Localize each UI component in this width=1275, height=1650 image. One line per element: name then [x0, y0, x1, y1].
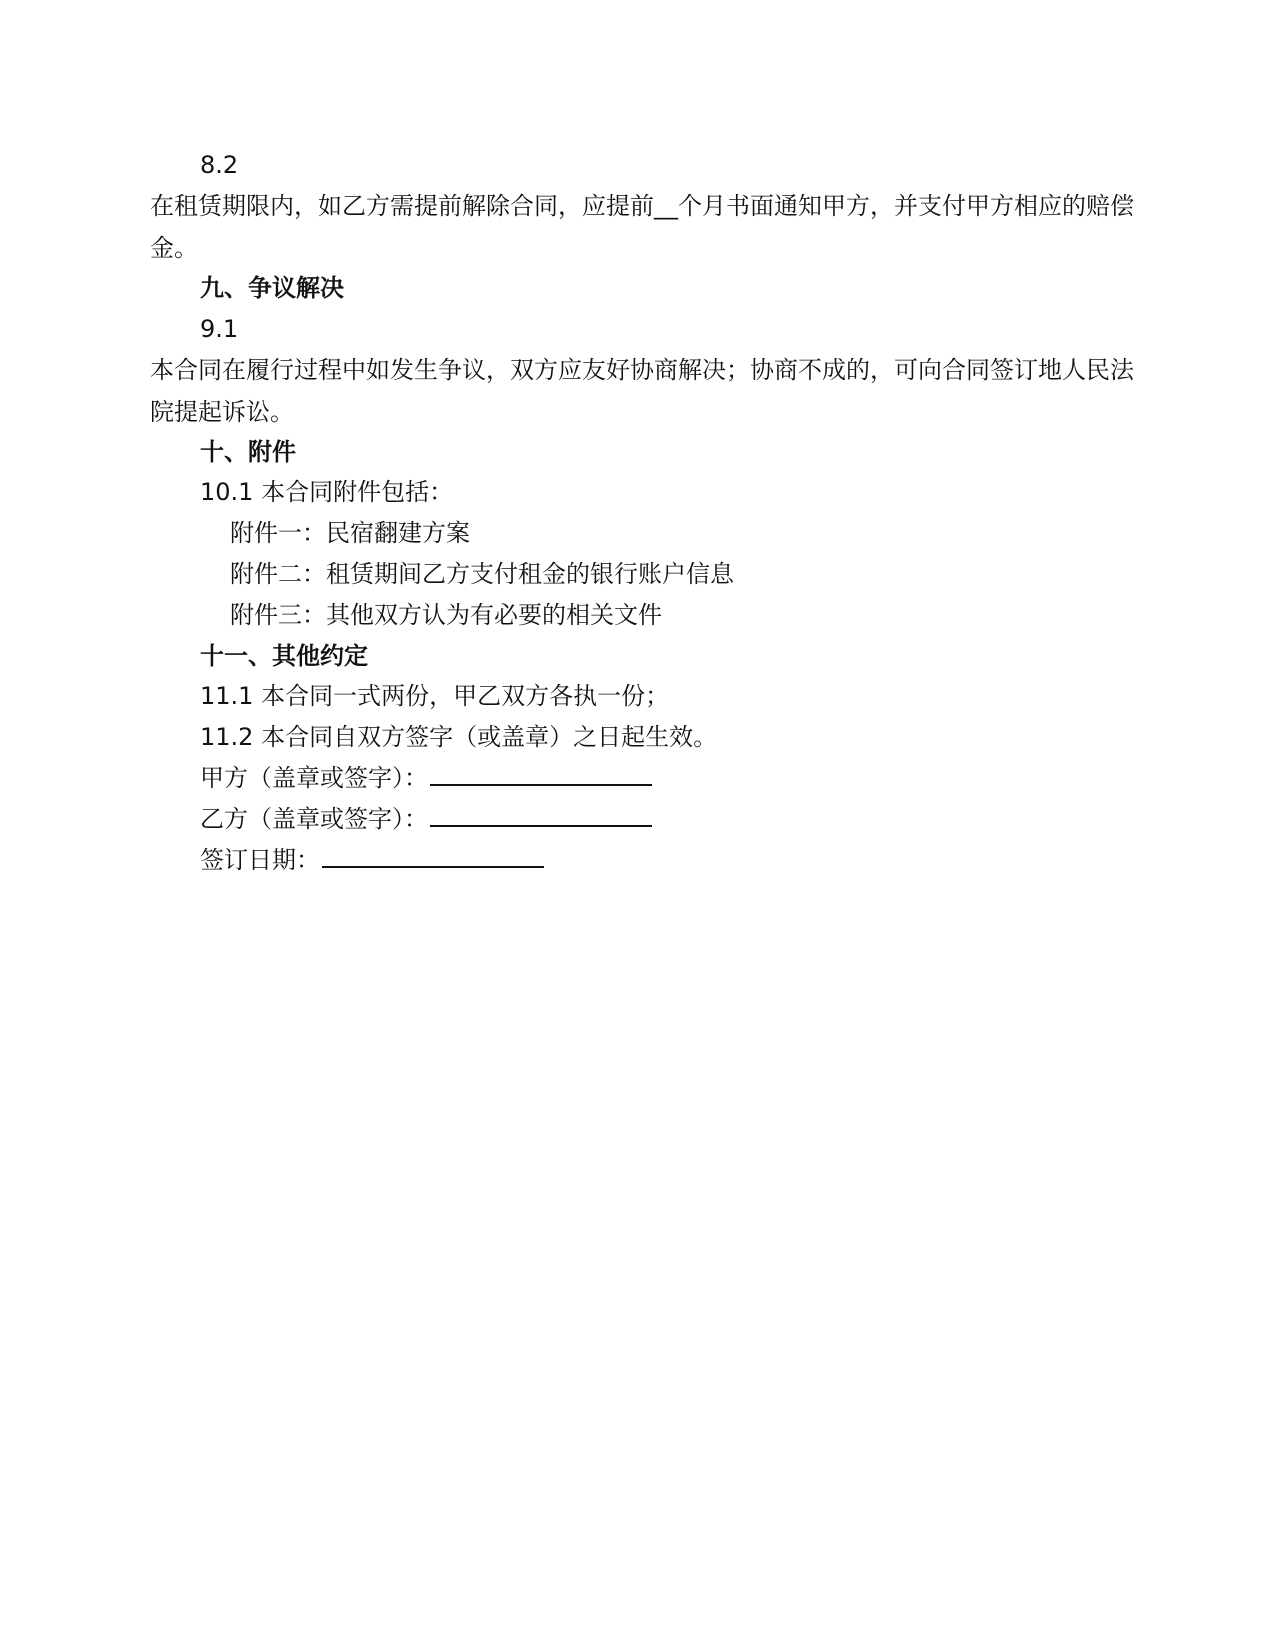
section-10-heading: 十、附件	[200, 438, 296, 466]
clause-11-2: 11.2 本合同自双方签字（或盖章）之日起生效。	[200, 723, 718, 751]
attachment-item-3: 附件三：其他双方认为有必要的相关文件	[230, 601, 662, 629]
party-a-signature-row	[200, 757, 1180, 799]
clause-8-2-text: 在租赁期限内，如乙方需提前解除合同，应提前__个月书面通知甲方，并支付甲方相应的赔偿金。	[150, 192, 1134, 262]
section-11-heading: 十一、其他约定	[200, 642, 368, 670]
attachment-item-2: 附件二：租赁期间乙方支付租金的银行账户信息	[230, 560, 734, 588]
clause-8-2-number: 8.2	[200, 151, 239, 179]
attachment-item-1: 附件一：民宿翻建方案	[230, 519, 470, 547]
party-b-label: 乙方（盖章或签字）：	[200, 805, 428, 833]
party-b-signature-line	[430, 801, 652, 827]
clause-10-1: 10.1 本合同附件包括：	[200, 478, 454, 506]
party-a-label: 甲方（盖章或签字）：	[200, 764, 428, 792]
sign-date-label: 签订日期：	[200, 846, 320, 874]
sign-date-line	[322, 842, 544, 868]
party-a-signature-line	[430, 760, 652, 786]
party-b-signature-row	[200, 798, 1180, 840]
sign-date-row	[200, 839, 1180, 881]
section-9-heading: 九、争议解决	[200, 274, 344, 302]
clause-11-1: 11.1 本合同一式两份，甲乙双方各执一份；	[200, 682, 670, 710]
clause-9-1-number: 9.1	[200, 315, 239, 343]
clause-9-1-text: 本合同在履行过程中如发生争议，双方应友好协商解决；协商不成的，可向合同签订地人民法院提起诉讼。	[150, 356, 1134, 426]
